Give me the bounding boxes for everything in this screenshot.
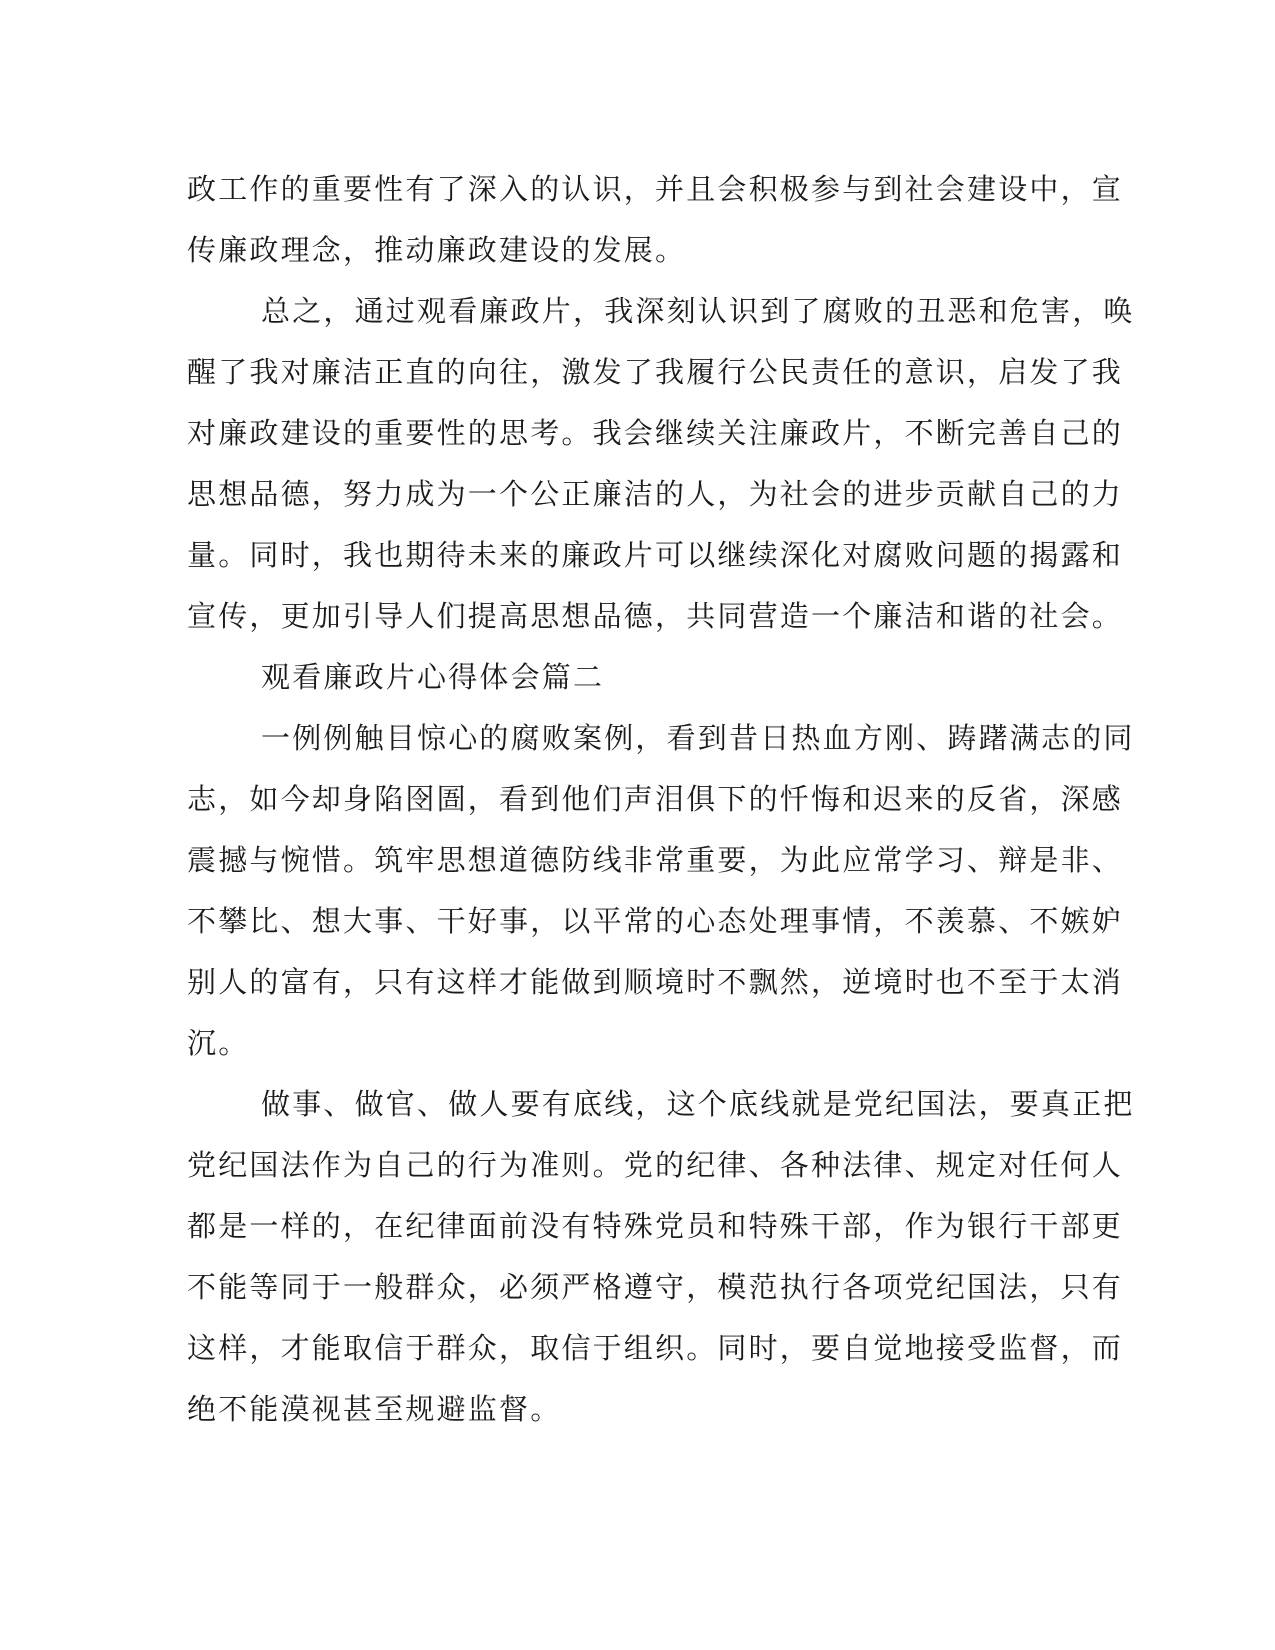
text-line: 沉。 <box>187 1026 250 1060</box>
text-line: 量。同时，我也期待未来的廉政片可以继续深化对腐败问题的揭露和 <box>187 538 1124 572</box>
text-line: 震撼与惋惜。筑牢思想道德防线非常重要，为此应常学习、辩是非、 <box>187 843 1124 877</box>
text-line: 对廉政建设的重要性的思考。我会继续关注廉政片，不断完善自己的 <box>187 416 1124 450</box>
text-line: 不能等同于一般群众，必须严格遵守，模范执行各项党纪国法，只有 <box>187 1270 1124 1304</box>
text-line: 这样，才能取信于群众，取信于组织。同时，要自觉地接受监督，而 <box>187 1331 1124 1365</box>
document-body <box>187 159 1135 1440</box>
text-line: 别人的富有，只有这样才能做到顺境时不飘然，逆境时也不至于太消 <box>187 965 1124 999</box>
text-line: 不攀比、想大事、干好事，以平常的心态处理事情，不羡慕、不嫉妒 <box>187 904 1124 938</box>
text-line: 政工作的重要性有了深入的认识，并且会积极参与到社会建设中，宣 <box>187 172 1124 206</box>
text-line: 绝不能漠视甚至规避监督。 <box>187 1392 562 1426</box>
text-line: 志，如今却身陷囹圄，看到他们声泪俱下的忏悔和迟来的反省，深感 <box>187 782 1124 816</box>
text-line: 传廉政理念，推动廉政建设的发展。 <box>187 233 687 267</box>
text-line: 都是一样的，在纪律面前没有特殊党员和特殊干部，作为银行干部更 <box>187 1209 1124 1243</box>
text-line: 宣传，更加引导人们提高思想品德，共同营造一个廉洁和谐的社会。 <box>187 599 1124 633</box>
paragraph-first-line: 做事、做官、做人要有底线，这个底线就是党纪国法，要真正把 <box>261 1087 1135 1121</box>
text-line: 醒了我对廉洁正直的向往，激发了我履行公民责任的意识，启发了我 <box>187 355 1124 389</box>
text-line: 思想品德，努力成为一个公正廉洁的人，为社会的进步贡献自己的力 <box>187 477 1124 511</box>
paragraph-first-line: 总之，通过观看廉政片，我深刻认识到了腐败的丑恶和危害，唤 <box>261 294 1135 328</box>
section-heading: 观看廉政片心得体会篇二 <box>261 660 605 694</box>
paragraph-first-line: 一例例触目惊心的腐败案例，看到昔日热血方刚、踌躇满志的同 <box>261 721 1135 755</box>
text-line: 党纪国法作为自己的行为准则。党的纪律、各种法律、规定对任何人 <box>187 1148 1124 1182</box>
